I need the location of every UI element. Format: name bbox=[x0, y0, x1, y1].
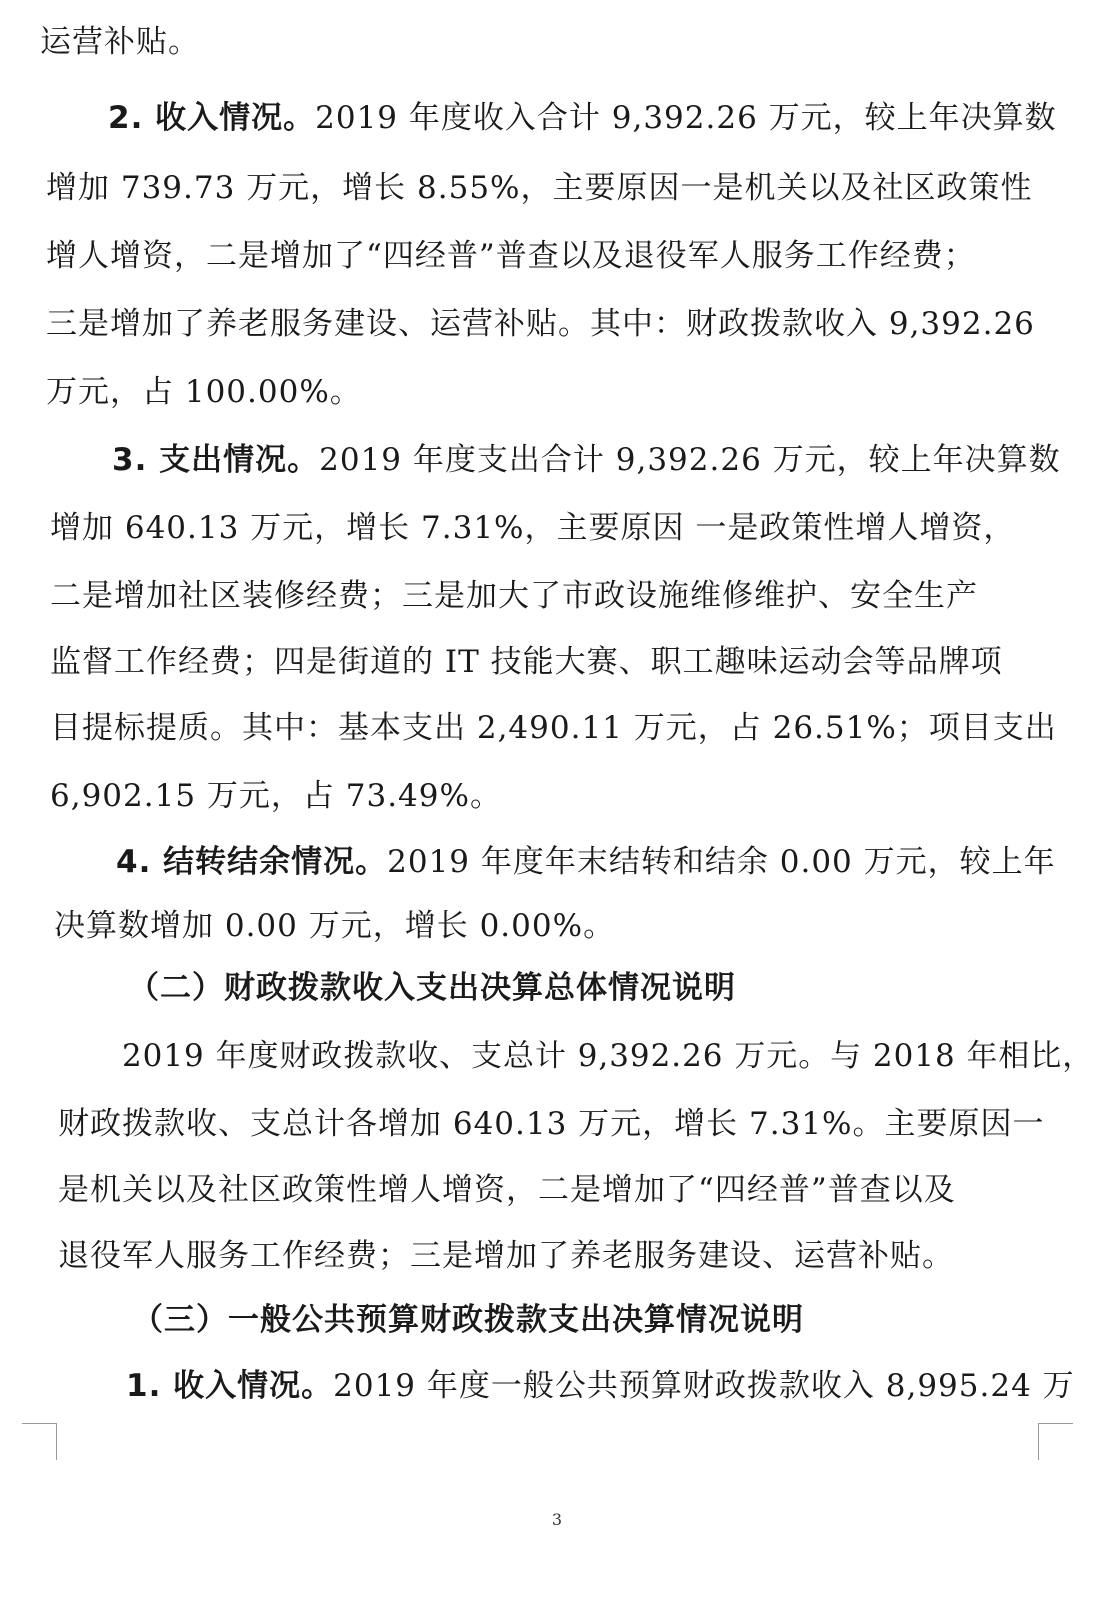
text-line bbox=[46, 372, 362, 412]
text-line bbox=[46, 236, 976, 276]
text-span: 2019 年度财政拨款收、支总计 9,392.26 万元。与 2018 年相比， bbox=[122, 1038, 1095, 1074]
paragraph-expenditure-first-line bbox=[112, 440, 1061, 480]
text-span: 三是增加了养老服务建设、运营补贴。其中：财政拨款收入 9,392.26 bbox=[46, 306, 1035, 342]
heading-text: （二）财政拨款收入支出决算总体情况说明 bbox=[128, 970, 736, 1006]
section-heading-3 bbox=[132, 1300, 804, 1340]
section-lead-carryover: 4. 结转结余情况。 bbox=[116, 844, 388, 880]
text-line bbox=[58, 1236, 954, 1276]
text-line bbox=[50, 642, 1003, 682]
crop-mark-right bbox=[1038, 1423, 1073, 1460]
text-line bbox=[122, 1036, 1094, 1076]
text-span: 是机关以及社区政策性增人增资，二是增加了“四经普”普查以及 bbox=[58, 1172, 956, 1208]
text-line bbox=[50, 508, 1015, 548]
text-line bbox=[50, 576, 978, 616]
text-line bbox=[58, 1170, 956, 1210]
text-span: 增人增资，二是增加了“四经普”普查以及退役军人服务工作经费； bbox=[46, 238, 976, 274]
text-span: 增加 739.73 万元，增长 8.55%，主要原因一是机关以及社区政策性 bbox=[46, 170, 1033, 206]
text-span: 万元，占 100.00%。 bbox=[46, 374, 362, 410]
heading-text: （三）一般公共预算财政拨款支出决算情况说明 bbox=[132, 1302, 804, 1338]
page-number: 3 bbox=[551, 1510, 563, 1529]
paragraph-general-budget-first-line bbox=[126, 1366, 1075, 1406]
text-span: 决算数增加 0.00 万元，增长 0.00%。 bbox=[54, 908, 616, 944]
text-line bbox=[54, 906, 615, 946]
text-span: 增加 640.13 万元，增长 7.31%，主要原因 一是政策性增人增资， bbox=[50, 510, 1016, 546]
text-span: 2019 年度收入合计 9,392.26 万元，较上年决算数 bbox=[315, 100, 1057, 136]
section-lead-expenditure: 3. 支出情况。 bbox=[112, 442, 320, 478]
text-line bbox=[40, 22, 200, 62]
text-line bbox=[50, 776, 502, 816]
section-lead-general-income: 1. 收入情况。 bbox=[126, 1368, 334, 1404]
text-span: 监督工作经费；四是街道的 IT 技能大赛、职工趣味运动会等品牌项 bbox=[50, 644, 1003, 680]
text-span: 财政拨款收、支总计各增加 640.13 万元，增长 7.31%。主要原因一 bbox=[58, 1106, 1045, 1142]
section-heading-2 bbox=[128, 968, 736, 1008]
text-span: 2019 年度支出合计 9,392.26 万元，较上年决算数 bbox=[319, 442, 1061, 478]
text-span: 运营补贴。 bbox=[40, 24, 200, 60]
text-span: 6,902.15 万元，占 73.49%。 bbox=[50, 778, 502, 814]
text-span: 目提标提质。其中：基本支出 2,490.11 万元，占 26.51%；项目支出 bbox=[50, 710, 1057, 746]
crop-mark-left bbox=[22, 1423, 57, 1460]
text-line bbox=[58, 1104, 1045, 1144]
text-span: 2019 年度一般公共预算财政拨款收入 8,995.24 万 bbox=[333, 1368, 1075, 1404]
paragraph-carryover-first-line bbox=[116, 842, 1056, 882]
text-line bbox=[46, 168, 1033, 208]
text-span: 退役军人服务工作经费；三是增加了养老服务建设、运营补贴。 bbox=[58, 1238, 954, 1274]
paragraph-income-first-line bbox=[108, 98, 1057, 138]
text-line bbox=[46, 304, 1035, 344]
text-span: 二是增加社区装修经费；三是加大了市政设施维修维护、安全生产 bbox=[50, 578, 978, 614]
section-lead-income: 2. 收入情况。 bbox=[108, 100, 316, 136]
text-line bbox=[50, 708, 1057, 748]
text-span: 2019 年度年末结转和结余 0.00 万元，较上年 bbox=[387, 844, 1056, 880]
